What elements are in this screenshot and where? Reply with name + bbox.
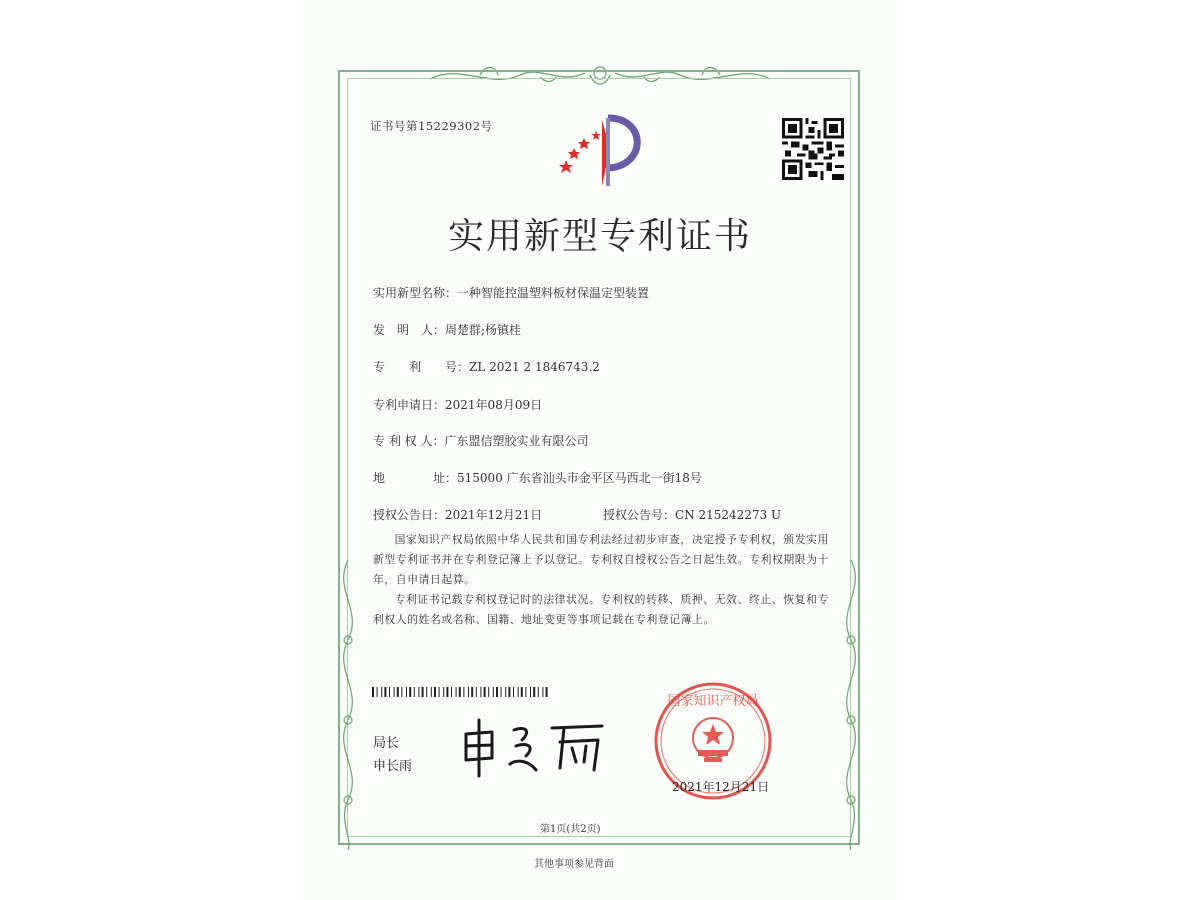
- left-ornament-icon: [333, 560, 363, 850]
- field-label: 专利申请日：: [373, 398, 446, 412]
- field-value: CN 215242273 U: [675, 508, 782, 522]
- cnipa-logo-icon: [552, 108, 644, 188]
- field-grant-number: [603, 506, 781, 523]
- field-label: 专 利 权 人：: [373, 434, 445, 448]
- field-value: 2021年12月21日: [445, 508, 543, 522]
- page-number: 第1页(共2页): [540, 824, 601, 835]
- field-value: 周楚群;杨镇桂: [445, 323, 522, 337]
- field-patent-number: [373, 358, 600, 375]
- field-label: 授权公告日：: [373, 508, 446, 522]
- seal-date: 2021年12月21日: [672, 780, 770, 794]
- back-note: 其他事项参见背面: [534, 859, 614, 870]
- barcode-icon: [372, 687, 548, 697]
- field-label: 授权公告号：: [603, 508, 676, 522]
- field-label: 实用新型名称：: [373, 286, 458, 300]
- director-name: 申长雨: [373, 759, 413, 774]
- legal-status-note: 专利证书记载专利权登记时的法律状况。专利权的转移、质押、无效、终止、恢复和专利权人的姓名或名称、国籍、地址变更等事项记载在专利登记簿上。: [373, 593, 829, 626]
- grant-statement: 国家知识产权局依照中华人民共和国专利法经过初步审查，决定授予专利权，颁发实用新型专利证书并在专利登记簿上予以登记。专利权自授权公告之日起生效。专利权期限为十年，自申请日起算。: [373, 533, 829, 586]
- field-filing-date: [373, 396, 542, 413]
- field-value: 广东盟信塑胶实业有限公司: [444, 434, 589, 448]
- field-address: [373, 469, 702, 486]
- field-value: 2021年08月09日: [445, 398, 543, 412]
- field-utility-model-name: [373, 284, 649, 301]
- field-grant-date: [373, 506, 542, 523]
- right-ornament-icon: [836, 560, 866, 850]
- field-label: 专 利 号：: [373, 360, 470, 374]
- field-value: 一种智能控温塑料板材保温定型装置: [457, 286, 650, 300]
- qr-code-icon: [780, 118, 846, 180]
- field-value: ZL 2021 2 1846743.2: [469, 360, 600, 374]
- field-label: 发 明 人：: [373, 323, 446, 337]
- seal-text: 国家知识产权局: [667, 694, 759, 709]
- field-patentee: [373, 432, 588, 449]
- certificate-title: 实用新型专利证书: [447, 216, 752, 257]
- signature-icon: [452, 712, 612, 784]
- field-label: 地 址：: [373, 471, 458, 485]
- certificate-number: 证书号第15229302号: [370, 119, 493, 133]
- field-value: 515000 广东省汕头市金平区马西北一街18号: [457, 471, 702, 485]
- director-title: 局长: [373, 736, 400, 751]
- field-inventor: [373, 321, 521, 338]
